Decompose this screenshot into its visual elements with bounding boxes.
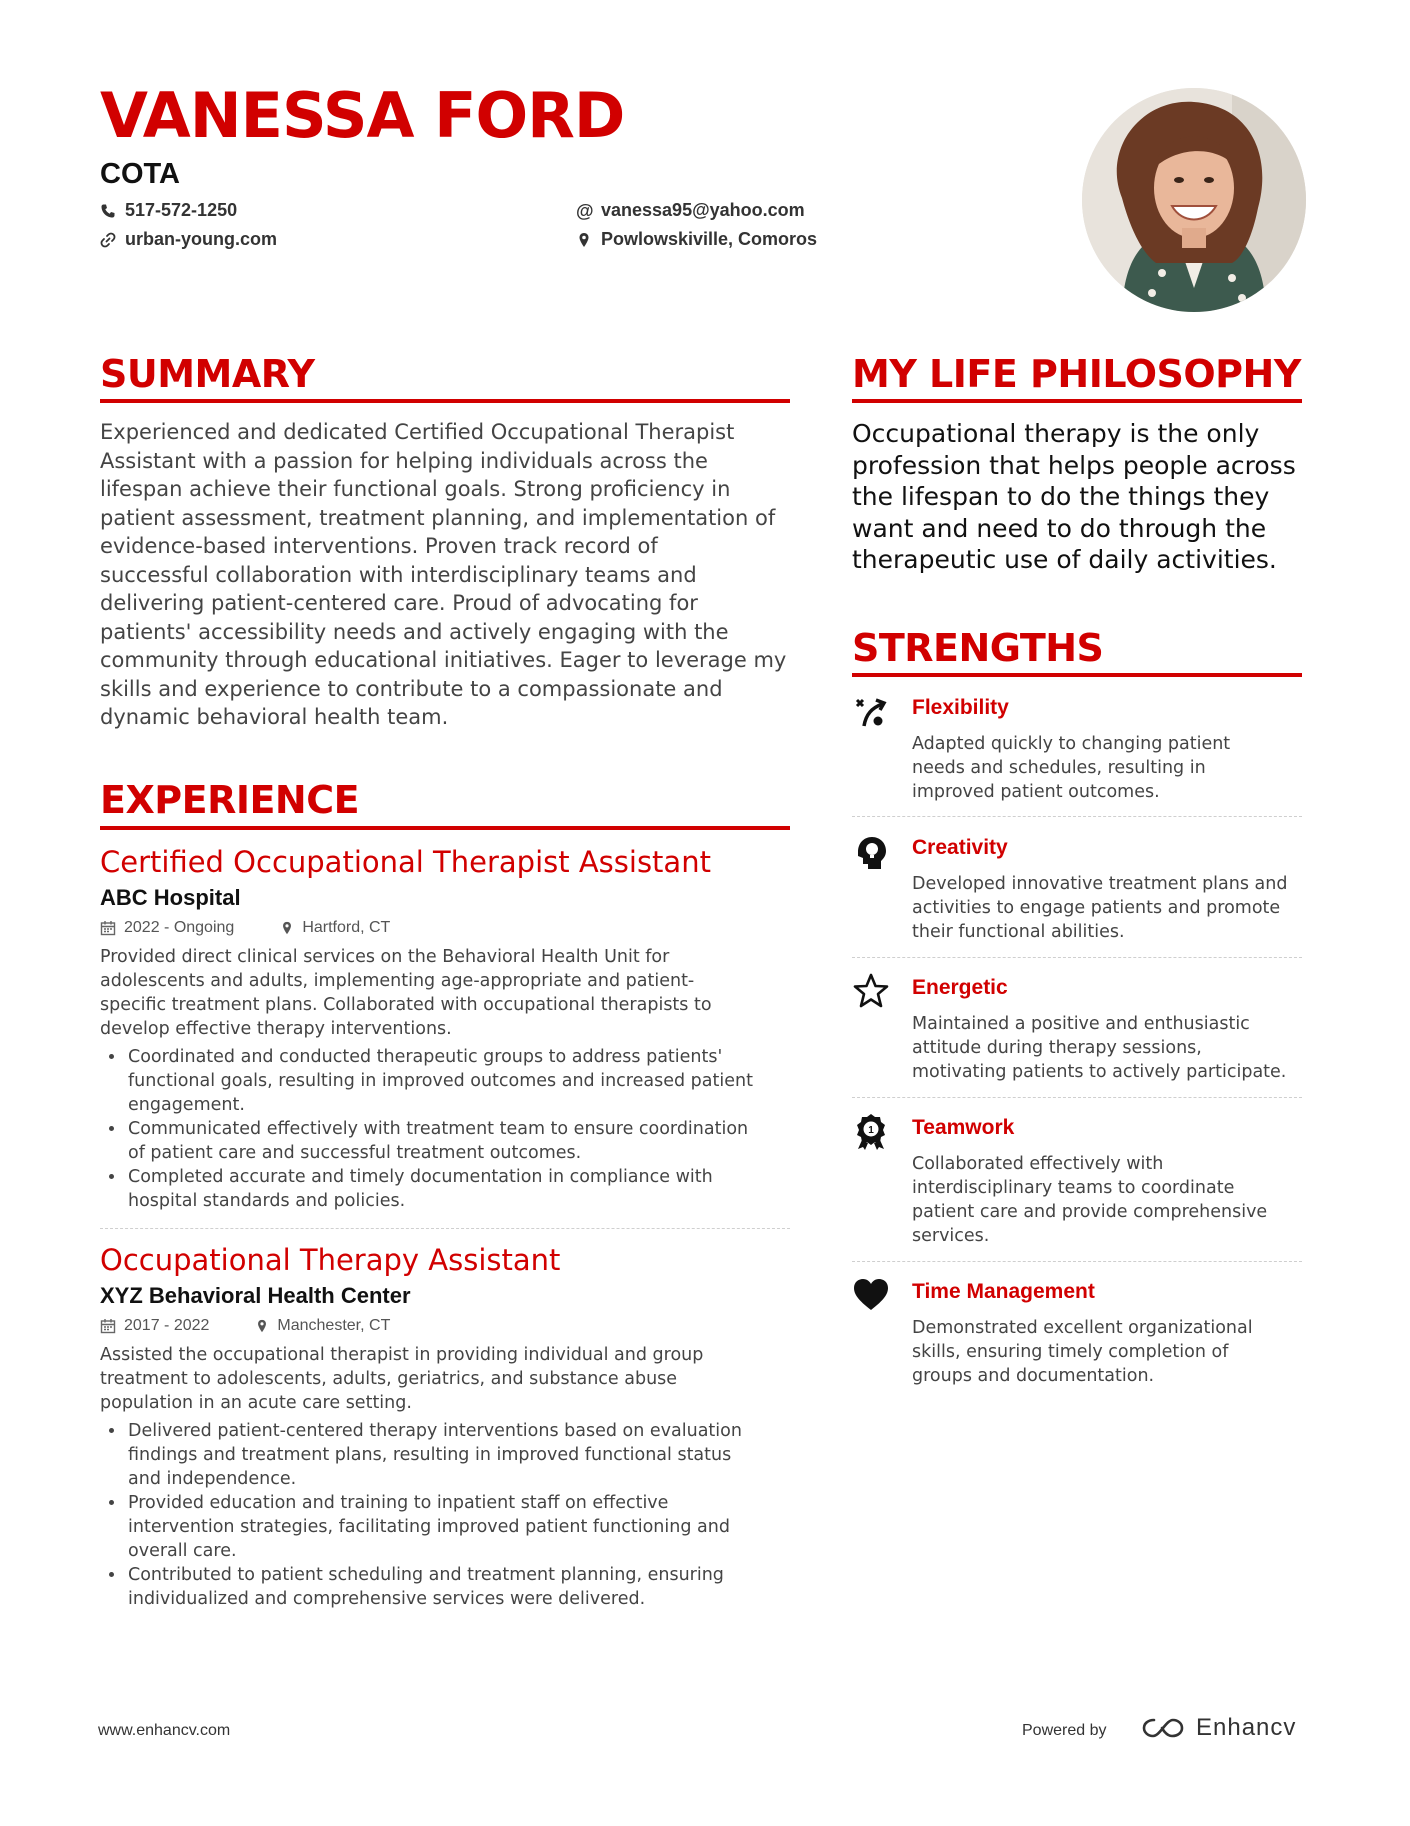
contact-email[interactable] [576,200,805,221]
desc-line: Assisted the occupational therapist in providing individual and group [100,1345,704,1365]
philosophy-line: the lifespan to do the things they [852,482,1270,511]
summary-line: delivering patient-centered care. Proud of advocating for [100,591,698,615]
strength-divider [852,1261,1302,1262]
location-pin-icon [280,920,294,936]
summary-line: patient assessment, treatment planning, and implementation of [100,505,776,530]
experience-rule [100,826,790,830]
calendar-icon [100,920,116,936]
job-bullets [100,1419,790,1611]
footer-brand[interactable]: Enhancv [1196,1714,1297,1741]
bullet-item: • Coordinated and conducted therapeutic groups to address patients' functional goals, resulting in improved outcomes and increased patient engagement. [126,1045,790,1117]
job-title: Certified Occupational Therapist Assistant [100,845,711,879]
strength-divider [852,816,1302,817]
phone-text: 517-572-1250 [125,200,238,220]
location-text: Powlowskiville, Comoros [601,229,818,249]
strength-title: Creativity [912,836,1008,859]
job-meta [100,919,790,937]
summary-text [100,418,790,732]
summary-line: dynamic behavioral health team. [100,705,449,729]
heart-icon [852,1276,890,1314]
strength-divider [852,957,1302,958]
candidate-title: COTA [100,158,181,190]
contact-phone [100,200,237,221]
footer-powered-by: Powered by [1022,1722,1107,1739]
strengths-rule [852,673,1302,677]
website-text[interactable]: urban-young.com [125,229,277,249]
experience-heading: EXPERIENCE [100,778,360,822]
summary-line: Assistant with a passion for helping individuals across the [100,448,708,473]
desc-line: specific treatment plans. Collaborated with occupational therapists to [100,995,712,1015]
star-icon [852,972,890,1010]
job-dates: 2017 - 2022 [124,1317,210,1334]
award-medal-icon [852,1112,890,1150]
contact-location [576,229,817,250]
strengths-heading: STRENGTHS [852,626,1104,670]
job-description [100,1343,790,1415]
candidate-name: VANESSA FORD [100,79,625,152]
job-bullets [100,1045,790,1213]
job-location: Hartford, CT [302,919,391,936]
job-dates: 2022 - Ongoing [124,919,235,936]
summary-line: community through educational initiatives. Eager to leverage my [100,648,787,672]
desc-line: Provided direct clinical services on the Behavioral Health Unit for [100,947,670,967]
desc-line: treatment to adolescents, adults, geriatrics, and substance abuse [100,1369,678,1389]
philosophy-line: Occupational therapy is the only [852,419,1260,448]
desc-line: adolescents and adults, implementing age-appropriate and patient- [100,971,695,991]
strength-title: Teamwork [912,1116,1015,1139]
bullet-item: • Delivered patient-centered therapy interventions based on evaluation findings and treatment plans, resulting in improved functional status and independence. [126,1419,790,1491]
philosophy-rule [852,399,1302,403]
job-meta [100,1317,790,1335]
at-icon: @ [576,200,594,221]
philosophy-text [852,418,1312,576]
strength-desc: Maintained a positive and enthusiastic attitude during therapy sessions, motivating patients to actively participate. [912,1014,1287,1082]
experience-entry [100,1243,790,1611]
summary-rule [100,399,790,403]
strength-title: Energetic [912,976,1008,999]
strength-desc: Adapted quickly to changing patient needs and schedules, resulting in improved patient outcomes. [912,734,1231,802]
summary-line: lifespan achieve their functional goals. Strong proficiency in [100,477,731,501]
philosophy-heading: MY LIFE PHILOSOPHY [852,352,1301,396]
strength-desc: Demonstrated excellent organizational skills, ensuring timely completion of groups and documentation. [912,1318,1253,1386]
link-icon [100,232,116,248]
phone-icon [100,203,116,219]
strength-title: Flexibility [912,696,1009,719]
summary-line: Experienced and dedicated Certified Occupational Therapist [100,420,735,444]
desc-line: population in an acute care setting. [100,1393,412,1413]
email-text[interactable]: vanessa95@yahoo.com [601,200,805,220]
bullet-item: • Communicated effectively with treatment team to ensure coordination of patient care and successful treatment outcomes. [126,1117,790,1165]
calendar-icon [100,1318,116,1334]
summary-line: evidence-based interventions. Proven track record of [100,534,658,558]
summary-heading: SUMMARY [100,352,315,396]
job-description [100,945,790,1041]
bullet-item: • Completed accurate and timely documentation in compliance with hospital standards and policies. [126,1165,790,1213]
company-name: ABC Hospital [100,885,241,910]
company-name: XYZ Behavioral Health Center [100,1283,411,1308]
profile-photo [1082,88,1306,312]
strength-divider [852,1097,1302,1098]
contact-website[interactable] [100,229,277,250]
entry-divider [100,1228,790,1229]
footer-website[interactable]: www.enhancv.com [98,1722,231,1739]
strength-title: Time Management [912,1280,1095,1303]
flexibility-arrow-icon [852,694,890,732]
philosophy-line: profession that helps people across [852,450,1296,480]
svg-text:1: 1 [868,1125,874,1136]
summary-line: successful collaboration with interdisciplinary teams and [100,562,697,587]
bullet-item: • Provided education and training to inpatient staff on effective intervention strategies, facilitating improved patient functioning and overall care. [126,1491,790,1563]
bullet-item: • Contributed to patient scheduling and treatment planning, ensuring individualized and comprehensive services were delivered. [126,1563,790,1611]
summary-line: skills and experience to contribute to a compassionate and [100,676,723,701]
head-bulb-icon [852,834,890,872]
strength-desc: Developed innovative treatment plans and activities to engage patients and promote their functional abilities. [912,874,1288,942]
enhancv-logo-icon [1140,1714,1186,1742]
strength-desc: Collaborated effectively with interdisciplinary teams to coordinate patient care and provide comprehensive services. [912,1154,1268,1246]
philosophy-line: want and need to do through the [852,513,1267,543]
philosophy-line: therapeutic use of daily activities. [852,545,1277,574]
job-location: Manchester, CT [277,1317,391,1334]
summary-line: patients' accessibility needs and actively engaging with the [100,619,729,644]
location-pin-icon [255,1318,269,1334]
experience-entry [100,845,790,1213]
location-pin-icon [576,232,592,248]
job-title: Occupational Therapy Assistant [100,1243,561,1277]
desc-line: develop effective therapy interventions. [100,1019,452,1039]
